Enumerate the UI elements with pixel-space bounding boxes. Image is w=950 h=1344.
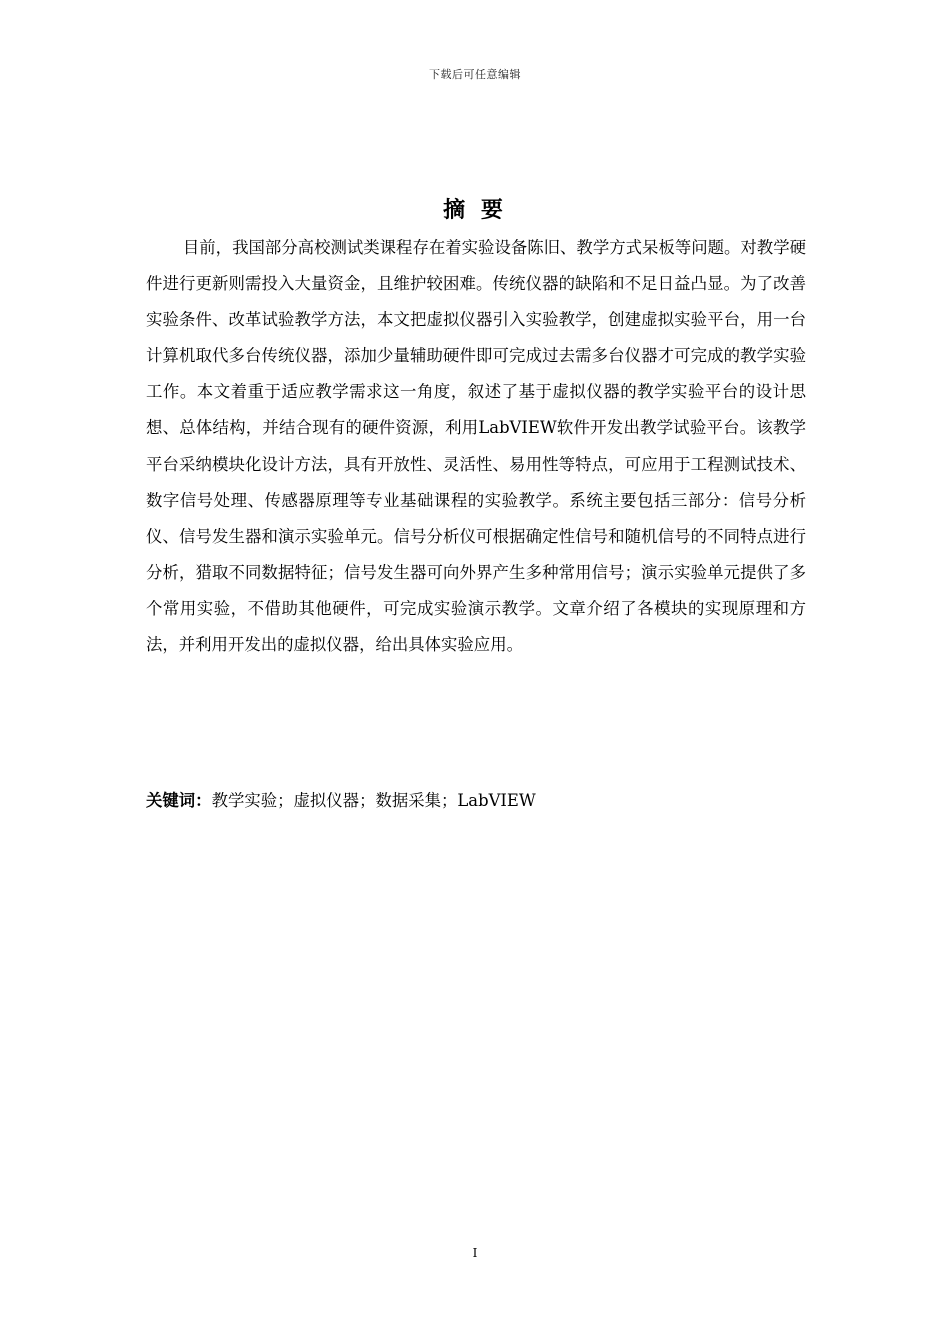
keywords-label: 关键词： (146, 791, 212, 810)
abstract-body: 目前，我国部分高校测试类课程存在着实验设备陈旧、教学方式呆板等问题。对教学硬件进行更新则需投入大量资金，且维护较困难。传统仪器的缺陷和不足日益凸显。为了改善实验条件、改革试验教学方法，本文把虚拟仪器引入实验教学，创建虚拟实验平台，用一台计算机取代多台传统仪器，添加少量辅助硬件即可完成过去需多台仪器才可完成的教学实验工作。本文着重于适应教学需求这一角度，叙述了基于虚拟仪器的教学实验平台的设计思想、总体结构，并结合现有的硬件资源，利用LabVIEW软件开发出教学试验平台。该教学平台采纳模块化设计方法，具有开放性、灵活性、易用性等特点，可应用于工程测试技术、数字信号处理、传感器原理等专业基础课程的实验教学。系统主要包括三部分：信号分析仪、信号发生器和演示实验单元。信号分析仪可根据确定性信号和随机信号的不同特点进行分析，猎取不同数据特征；信号发生器可向外界产生多种常用信号；演示实验单元提供了多个常用实验，不借助其他硬件，可完成实验演示教学。文章介绍了各模块的实现原理和方法，并利用开发出的虚拟仪器，给出具体实验应用。 (146, 238, 806, 655)
keywords-line (146, 785, 806, 817)
keywords-value: 教学实验；虚拟仪器；数据采集；LabVIEW (211, 791, 536, 810)
page-number: I (472, 1246, 478, 1260)
abstract-title: 摘 要 (443, 198, 507, 223)
download-note: 下载后可任意编辑 (429, 68, 521, 81)
